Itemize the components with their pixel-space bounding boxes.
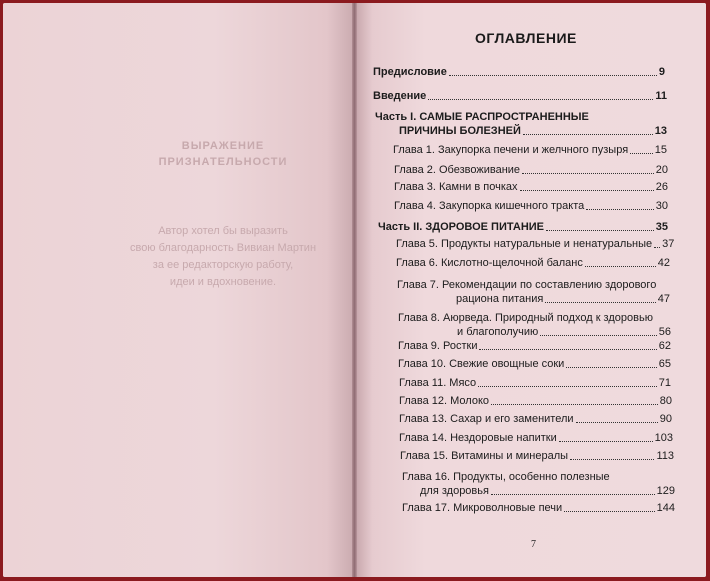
book-gutter bbox=[352, 3, 357, 577]
entry-page: 35 bbox=[655, 221, 668, 233]
entry-label: и благополучию bbox=[457, 326, 539, 338]
toc-entry-chapter-10[interactable] bbox=[398, 358, 671, 371]
toc-entry-chapter-11[interactable] bbox=[399, 377, 671, 390]
dot-leader bbox=[478, 386, 657, 387]
dot-leader bbox=[630, 153, 653, 154]
toc-entry-chapter-2[interactable] bbox=[394, 164, 668, 177]
entry-label: Часть II. ЗДОРОВОЕ ПИТАНИЕ bbox=[378, 221, 545, 233]
entry-label: Глава 1. Закупорка печени и желчного пузыря bbox=[393, 144, 629, 156]
entry-page: 30 bbox=[655, 200, 668, 212]
entry-label: Глава 16. Продукты, особенно полезные bbox=[402, 471, 610, 483]
entry-page: 129 bbox=[656, 485, 675, 497]
entry-label: Глава 5. Продукты натуральные и ненатуральные bbox=[396, 238, 653, 250]
dot-leader bbox=[491, 404, 658, 405]
entry-page: 42 bbox=[657, 257, 670, 269]
page-number: 7 bbox=[531, 539, 536, 550]
toc-entry-chapter-1[interactable] bbox=[393, 144, 667, 157]
entry-page: 103 bbox=[654, 432, 673, 444]
entry-page: 113 bbox=[656, 450, 674, 462]
entry-label: Глава 9. Ростки bbox=[398, 340, 478, 352]
entry-page: 56 bbox=[658, 326, 671, 338]
toc-entry-chapter-14[interactable] bbox=[399, 432, 673, 445]
dot-leader bbox=[654, 247, 660, 248]
bleed-title-line: ВЫРАЖЕНИЕ bbox=[181, 140, 265, 152]
entry-label: Глава 3. Камни в почках bbox=[394, 181, 518, 193]
dot-leader bbox=[520, 190, 654, 191]
dot-leader bbox=[540, 335, 656, 336]
dot-leader bbox=[491, 494, 655, 495]
entry-label: Глава 8. Аюрведа. Природный подход к здоровью bbox=[398, 312, 653, 324]
dot-leader bbox=[564, 511, 654, 512]
left-page bbox=[3, 3, 355, 577]
entry-label: Глава 15. Витамины и минералы bbox=[400, 450, 569, 462]
toc-entry-chapter-12[interactable] bbox=[399, 395, 672, 408]
entry-label: Глава 10. Свежие овощные соки bbox=[398, 358, 565, 370]
entry-page: 65 bbox=[658, 358, 671, 370]
toc-entry-intro[interactable] bbox=[373, 90, 667, 103]
toc-entry-chapter-6[interactable] bbox=[396, 257, 670, 270]
entry-label: для здоровья bbox=[420, 485, 489, 497]
entry-label: Глава 14. Нездоровые напитки bbox=[399, 432, 557, 444]
entry-label: Глава 17. Микроволновые печи bbox=[402, 502, 563, 514]
entry-label: Глава 2. Обезвоживание bbox=[394, 164, 521, 176]
toc-entry-chapter-3[interactable] bbox=[394, 181, 668, 194]
entry-label: Введение bbox=[373, 90, 427, 102]
dot-leader bbox=[449, 75, 657, 76]
dot-leader bbox=[428, 99, 653, 100]
toc-entry-chapter-7[interactable] bbox=[397, 278, 670, 306]
toc-entry-chapter-4[interactable] bbox=[394, 200, 668, 213]
dot-leader bbox=[479, 349, 656, 350]
entry-page: 26 bbox=[655, 181, 668, 193]
entry-label: Часть I. САМЫЕ РАСПРОСТРАНЕННЫЕ bbox=[375, 111, 589, 123]
toc-entry-chapter-17[interactable] bbox=[402, 502, 675, 515]
dot-leader bbox=[522, 173, 654, 174]
entry-page: 13 bbox=[654, 125, 667, 137]
bleed-through-text bbox=[113, 223, 333, 291]
entry-label: ПРИЧИНЫ БОЛЕЗНЕЙ bbox=[399, 125, 521, 137]
entry-label: Глава 12. Молоко bbox=[399, 395, 489, 407]
bleed-text-line: за ее редакторскую работу, bbox=[152, 259, 294, 271]
toc-entry-chapter-8[interactable] bbox=[398, 311, 671, 339]
entry-page: 144 bbox=[656, 502, 675, 514]
toc-entry-preface[interactable] bbox=[373, 66, 665, 79]
dot-leader bbox=[546, 230, 654, 231]
entry-page: 15 bbox=[654, 144, 667, 156]
dot-leader bbox=[523, 134, 653, 135]
dot-leader bbox=[586, 209, 653, 210]
dot-leader bbox=[566, 367, 656, 368]
entry-label: Предисловие bbox=[373, 66, 447, 78]
bleed-title-line: ПРИЗНАТЕЛЬНОСТИ bbox=[158, 156, 288, 168]
toc-entry-chapter-15[interactable] bbox=[400, 450, 674, 463]
entry-page: 20 bbox=[655, 164, 668, 176]
entry-page: 11 bbox=[655, 90, 667, 102]
toc-entry-chapter-16[interactable] bbox=[402, 470, 675, 498]
bleed-text-line: Автор хотел бы выразить bbox=[158, 225, 288, 237]
entry-label: рациона питания bbox=[456, 293, 544, 305]
entry-page: 71 bbox=[658, 377, 671, 389]
entry-label: Глава 11. Мясо bbox=[399, 377, 477, 389]
entry-page: 62 bbox=[658, 340, 671, 352]
dot-leader bbox=[585, 266, 656, 267]
entry-label: Глава 6. Кислотно-щелочной баланс bbox=[396, 257, 583, 269]
toc-entry-chapter-13[interactable] bbox=[399, 413, 672, 426]
entry-page: 37 bbox=[662, 238, 675, 250]
dot-leader bbox=[576, 422, 658, 423]
dot-leader bbox=[559, 441, 653, 442]
bleed-text-line: идеи и вдохновение. bbox=[169, 276, 277, 288]
entry-label: Глава 13. Сахар и его заменители bbox=[399, 413, 574, 425]
entry-label: Глава 7. Рекомендации по составлению здорового bbox=[397, 279, 657, 291]
dot-leader bbox=[545, 302, 655, 303]
dot-leader bbox=[570, 459, 654, 460]
entry-page: 90 bbox=[659, 413, 672, 425]
bleed-through-title bbox=[113, 138, 333, 170]
toc-entry-part-1[interactable] bbox=[375, 110, 667, 138]
toc-entry-chapter-5[interactable] bbox=[396, 238, 675, 251]
toc-heading: ОГЛАВЛЕНИЕ bbox=[475, 30, 577, 46]
entry-label: Глава 4. Закупорка кишечного тракта bbox=[394, 200, 585, 212]
entry-page: 80 bbox=[659, 395, 672, 407]
entry-page: 47 bbox=[657, 293, 670, 305]
entry-page: 9 bbox=[658, 66, 665, 78]
bleed-text-line: свою благодарность Вивиан Мартин bbox=[129, 242, 317, 254]
toc-entry-part-2[interactable] bbox=[378, 221, 668, 234]
toc-entry-chapter-9[interactable] bbox=[398, 340, 671, 353]
